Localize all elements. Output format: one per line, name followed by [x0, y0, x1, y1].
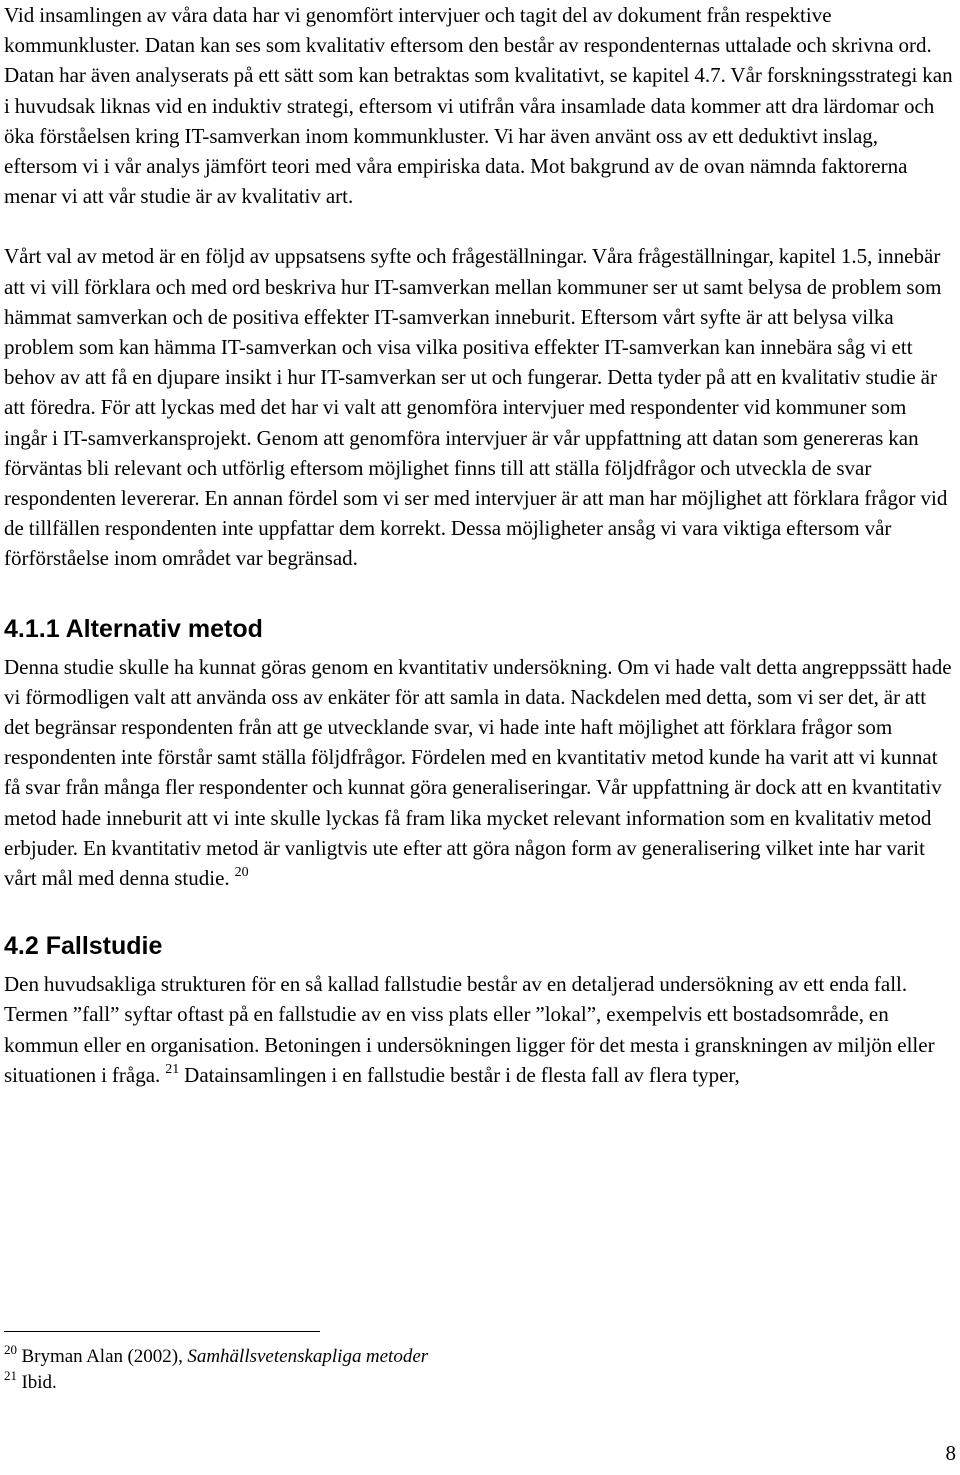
footnote-ref-20: 20: [234, 865, 249, 881]
footnote-text: Bryman Alan (2002),: [17, 1346, 188, 1367]
footnote-number: 21: [4, 1368, 17, 1383]
footnote-20: [4, 1344, 904, 1370]
heading-alternativ-metod: 4.1.1 Alternativ metod: [4, 614, 263, 643]
page-number: 8: [945, 1441, 956, 1465]
paragraph-fallstudie-continued: Datainsamlingen i en fallstudie består i de flesta fall av flera typer,: [179, 1062, 740, 1087]
footnote-book-title: Samhällsvetenskapliga metoder: [187, 1346, 429, 1367]
footnote-text: Ibid.: [17, 1372, 57, 1393]
paragraph-data-collection: Vid insamlingen av våra data har vi genomfört intervjuer och tagit del av dokument från respektive kommunkluster. Datan kan ses som kvalitativ eftersom den består av respondenternas uttalade och skrivna ord. Datan har även analyserats på ett sätt som kan betraktas som kvalitativt, se kapitel 4.7. Vår forskningsstrategi kan i huvudsak liknas vid en induktiv strategi, eftersom vi utifrån våra insamlade data kommer att dra lärdomar och öka förståelsen kring IT-samverkan inom kommunkluster. Vi har även använt oss av ett deduktivt inslag, eftersom vi i vår analys jämfört teori med våra empiriska data. Mot bakgrund av de ovan nämnda faktorerna menar vi att vår studie är av kvalitativ art.: [4, 3, 953, 209]
document-page: [4, 0, 954, 1090]
paragraph-fallstudie: [4, 969, 954, 1090]
paragraph-alternativ-metod-text: Denna studie skulle ha kunnat göras genom en kvantitativ undersökning. Om vi hade valt detta angreppssätt hade vi förmodligen valt att använda oss av enkäter för att samla in data. Nackdelen med detta, som vi ser det, är att det begränsar respondenten från att ge utvecklande svar, vi hade inte haft möjlighet att förklara frågor som respondenten inte förstår samt ställa följdfrågor. Fördelen med en kvantitativ metod kunde ha varit att vi kunnat få svar från många fler respondenter och kunnat göra generaliseringar. Vår uppfattning är dock att en kvantitativ metod hade inneburit att vi inte skulle lyckas få fram lika mycket relevant information som en kvalitativ metod erbjuder. En kvantitativ metod är vanligtvis ute efter att göra någon form av generalisering vilket inte har varit vårt mål med denna studie.: [4, 654, 952, 891]
footnote-number: 20: [4, 1342, 17, 1357]
footnote-21: [4, 1370, 904, 1396]
heading-fallstudie: 4.2 Fallstudie: [4, 932, 163, 961]
footnote-separator: [4, 1331, 320, 1332]
footnotes: [4, 1344, 904, 1396]
paragraph-fallstudie-text: Den huvudsakliga strukturen för en så kallad fallstudie består av en detaljerad undersökning av ett enda fall. Termen ”fall” syftar oftast på en fallstudie av en viss plats eller ”lokal”, exempelvis ett bostadsområde, en kommun eller en organisation. Betoningen i undersökningen ligger för det mesta i granskningen av miljön eller situationen i fråga.: [4, 972, 935, 1087]
paragraph-method-choice: Vårt val av metod är en följd av uppsatsens syfte och frågeställningar. Våra frågeställningar, kapitel 1.5, innebär att vi vill förklara och med ord beskriva hur IT-samverkan mellan kommuner ser ut samt belysa de problem som hämmat samverkan och de positiva effekter IT-samverkan inneburit. Eftersom vårt syfte är att belysa vilka problem som kan hämma IT-samverkan och visa vilka positiva effekter IT-samverkan kan innebära såg vi ett behov av att få en djupare insikt i hur IT-samverkan ser ut och fungerar. Detta tyder på att en kvalitativ studie är att föredra. För att lyckas med det har vi valt att genomföra intervjuer med respondenter vid kommuner som ingår i IT-samverkansprojekt. Genom att genomföra intervjuer är vår uppfattning att datan som genereras kan förväntas bli relevant och utförlig eftersom möjlighet finns till att ställa följdfrågor och utveckla de svar respondenten levererar. En annan fördel som vi ser med intervjuer är att man har möjlighet att förklara frågor vid de tillfällen respondenten inte uppfattar dem korrekt. Dessa möjligheter ansåg vi vara viktiga eftersom vår förförståelse inom området var begränsad.: [4, 244, 948, 571]
paragraph-alternativ-metod: [4, 652, 954, 894]
footnote-ref-21: 21: [165, 1061, 180, 1077]
